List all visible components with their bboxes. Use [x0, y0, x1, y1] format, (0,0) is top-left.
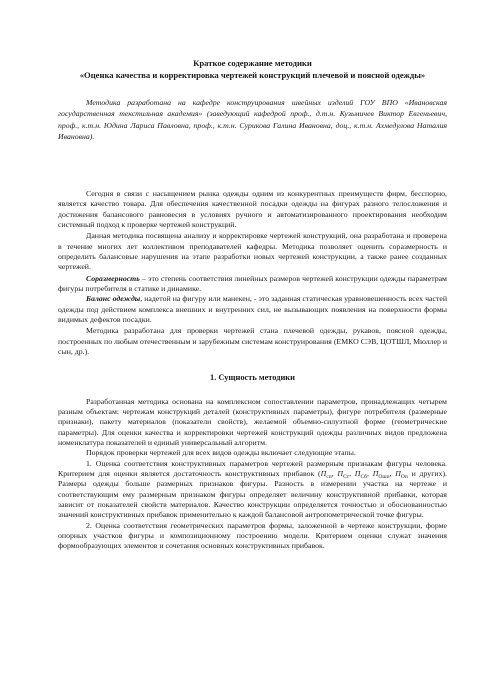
term-balance-definition: , надетой на фигуру или манекен, - это заданная статическая уравновешенность всех частей одежды под действием комплекса внешних и внутренних сил, не вызывающих появления на поверхности формы видимых дефектов посадки.	[58, 294, 447, 325]
allowance-symbol: П	[320, 468, 327, 478]
allowance-symbol: П	[395, 468, 401, 478]
section-1-heading: 1. Сущность методики	[210, 372, 295, 382]
section-1-paragraph-3	[58, 459, 447, 521]
allowance-symbol: П	[372, 468, 379, 478]
allowance-subscript: сп	[326, 473, 332, 480]
term-proportionality: Соразмерность	[86, 273, 140, 283]
formula-separator: ,	[349, 468, 355, 478]
formula-separator: ,	[389, 468, 396, 478]
formula-separator: ,	[331, 468, 338, 478]
paragraph-3-start: 1. Оценка соответствия конструктивных параметров чертежей размерным признакам фигуры человека. Критерием для оценки является достаточность конструктивных прибавок (	[58, 458, 447, 478]
formula-tail: и других).	[407, 468, 448, 478]
definition-proportionality	[58, 274, 447, 295]
term-balance: Баланс одежды	[86, 294, 141, 304]
allowance-subscript: Ошп	[378, 473, 390, 480]
definition-balance	[58, 294, 447, 325]
paragraph-3-end: Размеры одежды больше размерных признаков фигуры. Разность в измерении участка на чертеже и соответствующим ему размерным признаком фигуры определяет величину конструктивной прибавки, которая зависит от показателей свойств материалов. Качество конструкции определяется точностью и обоснованностью значений конструктивных прибавок применительно к каждой балансовой антропометрической точке фигуры.	[58, 479, 447, 520]
intro-paragraph-1: Сегодня в связи с насыщением рынка одежды одним из конкурентных преимуществ фирм, бесспорно, является качество товара. Для обеспечения качественной посадки одежды на фигурах разного телосложения и достижения балансового равновесия в условиях ручного и автоматизированного проектирования необходим системный подход к проверке чертежей конструкций.	[58, 189, 447, 230]
intro-paragraph-2: Данная методика посвящена анализу и корректировке чертежей конструкций, она разработана и проверена в течение многих лет коллективом преподавателей кафедры. Методика позволяет оценить соразмерность и определить балансовые нарушения на этапе разработки новых чертежей конструкции, а также ранее созданных чертежей.	[58, 231, 447, 272]
allowance-subscript: Сб	[360, 473, 367, 480]
section-1-body	[58, 397, 447, 552]
authors-note: Методика разработана на кафедре конструирования швейных изделий ГОУ ВПО «Ивановская государственная текстильная академия» (заведующий кафедрой проф., д.т.н. Кузьмичев Виктор Евгеньевич, проф., к.т.н. Юдина Лариса Павловна, проф., к.т.н. Сурикова Галина Ивановна, доц., к.т.н. Ахмедулова Наталия Ивановна).	[58, 98, 447, 141]
intro-section	[58, 189, 447, 358]
allowance-symbol: П	[337, 468, 344, 478]
section-1-paragraph-2: Порядок проверки чертежей для всех видов одежды включает следующие этапы.	[86, 448, 356, 458]
section-1-paragraph-1: Разработанная методика основана на комплексном сопоставлении параметров, принадлежащих четырем разным объектам: чертежам конструкций деталей (конструктивных параметры), фигуре потребителя (размерные признаки), пакету материалов (показатели свойств), желаемой объемно-силуэтной форме (геометрические параметры). Для оценки качества и корректировки чертежей конструкций одежды различных видов предложена номенклатура показателей и единый универсальный алгоритм.	[58, 396, 447, 447]
allowance-subscript: Оп	[400, 473, 408, 480]
section-1-paragraph-4: 2. Оценка соответствия геометрических параметров формы, заложенной в чертеже конструкции, форме опорных участков фигуры и композиционному построению модели. Критерием оценки служат значения формообразующих элементов и сочетания основных конструктивных прибавок.	[58, 520, 447, 551]
term-proportionality-definition: – это степень соответствия линейных размеров чертежей конструкции одежды параметрам фигуры потребителя в статике и динамике.	[58, 273, 447, 294]
title-line-2: «Оценка качества и корректировка чертежей конструкций плечевой и поясной одежды»	[79, 69, 426, 80]
title-line-1: Краткое содержание методики	[193, 58, 312, 68]
allowance-symbol: П	[354, 468, 361, 478]
formula-separator: ,	[366, 468, 373, 478]
document-title	[58, 58, 447, 81]
intro-paragraph-last: Методика разработана для проверки чертежей стана плечевой одежды, рукавов, поясной одежды, построенных по любым отечественным и зарубежным системам конструирования (ЕМКО СЭВ, ЦОТШЛ, Мюллер и сын, др.).	[58, 326, 447, 357]
allowance-subscript: Ст	[343, 473, 350, 480]
